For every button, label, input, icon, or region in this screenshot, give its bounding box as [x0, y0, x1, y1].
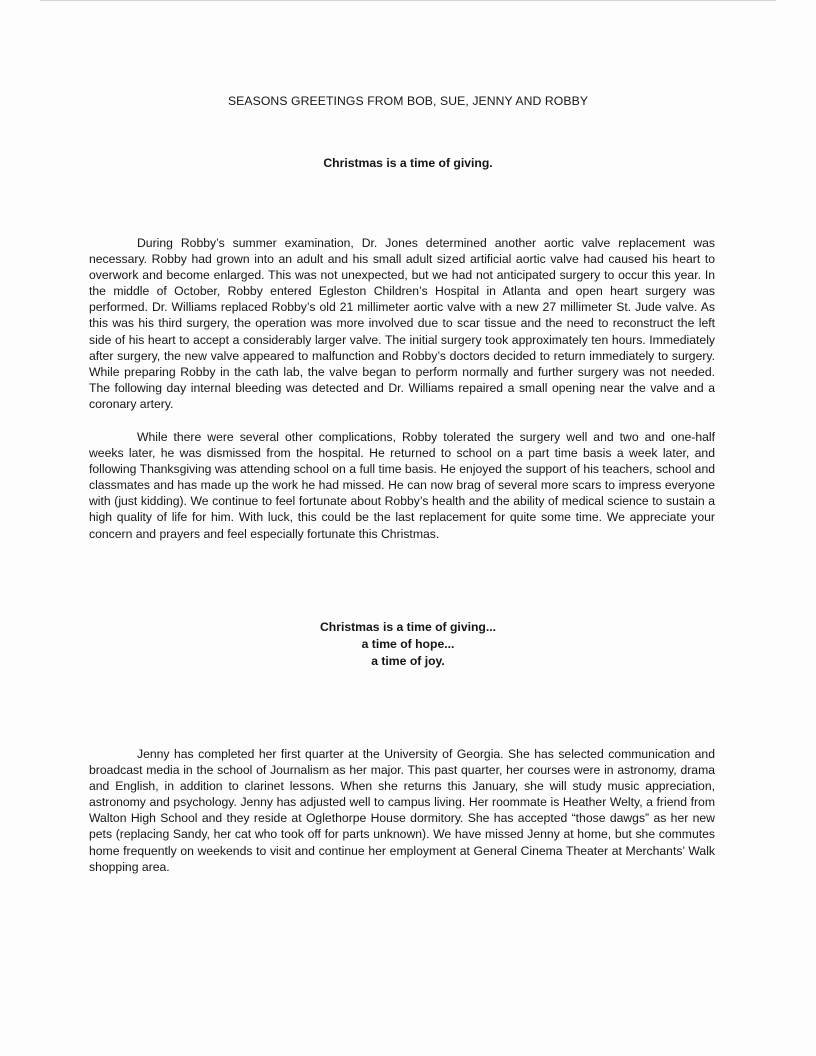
verse-line-hope: a time of hope... — [361, 637, 455, 651]
paragraph-jenny-college: Jenny has completed her first quarter at the University of Georgia. She has selected communication and broadcast media in the school of Journalism as her major. This past quarter, her courses were in astronomy, drama and English, in addition to clarinet lessons. When she returns this January, she will study music appreciation, astronomy and psychology. Jenny has adjusted well to campus living. Her roommate is Heather Welty, a friend from Walton High School and they reside at Oglethorpe House dormitory. She has accepted “those dawgs” as her new pets (replacing Sandy, her cat who took off for parts unknown). We have missed Jenny at home, but she commutes home frequently on weekends to visit and continue her employment at General Cinema Theater at Merchants’ Walk shopping area. — [89, 747, 715, 874]
letter-heading: SEASONS GREETINGS FROM BOB, SUE, JENNY AND ROBBY — [227, 94, 589, 108]
scan-edge-line — [40, 0, 776, 1]
centered-verse — [0, 619, 816, 670]
letter-subtitle: Christmas is a time of giving. — [323, 156, 493, 170]
paragraph-robby-surgery: During Robby’s summer examination, Dr. Jones determined another aortic valve replacement was necessary. Robby had grown into an adult and his small adult sized artificial aortic valve had caused his heart to overwork and become enlarged. This was not unexpected, but we had not anticipated surgery to occur this year. In the middle of October, Robby entered Egleston Children’s Hospital in Atlanta and open heart surgery was performed. Dr. Williams replaced Robby’s old 21 millimeter aortic valve with a new 27 millimeter St. Jude valve. As this was his third surgery, the operation was more involved due to scar tissue and the need to reconstruct the left side of his heart to accept a considerably larger valve. The initial surgery took approximately ten hours. Immediately after surgery, the new valve appeared to malfunction and Robby’s doctors decided to return immediately to surgery. While preparing Robby in the cath lab, the valve began to perform normally and further surgery was not needed. The following day internal bleeding was detected and Dr. Williams repaired a small opening near the valve and a coronary artery. — [89, 236, 715, 411]
verse-line-giving: Christmas is a time of giving... — [319, 620, 497, 634]
paragraph-robby-recovery: While there were several other complications, Robby tolerated the surgery well and two and one-half weeks later, he was dismissed from the hospital. He returned to school on a part time basis a week later, and following Thanksgiving was attending school on a full time basis. He enjoyed the support of his teachers, school and classmates and has made up the work he had missed. He can now brag of several more scars to impress everyone with (just kidding). We continue to feel fortunate about Robby’s health and the ability of medical science to sustain a high quality of life for him. With luck, this could be the last replacement for quite some time. We appreciate your concern and prayers and feel especially fortunate this Christmas. — [89, 430, 715, 541]
verse-line-joy: a time of joy. — [371, 654, 445, 668]
